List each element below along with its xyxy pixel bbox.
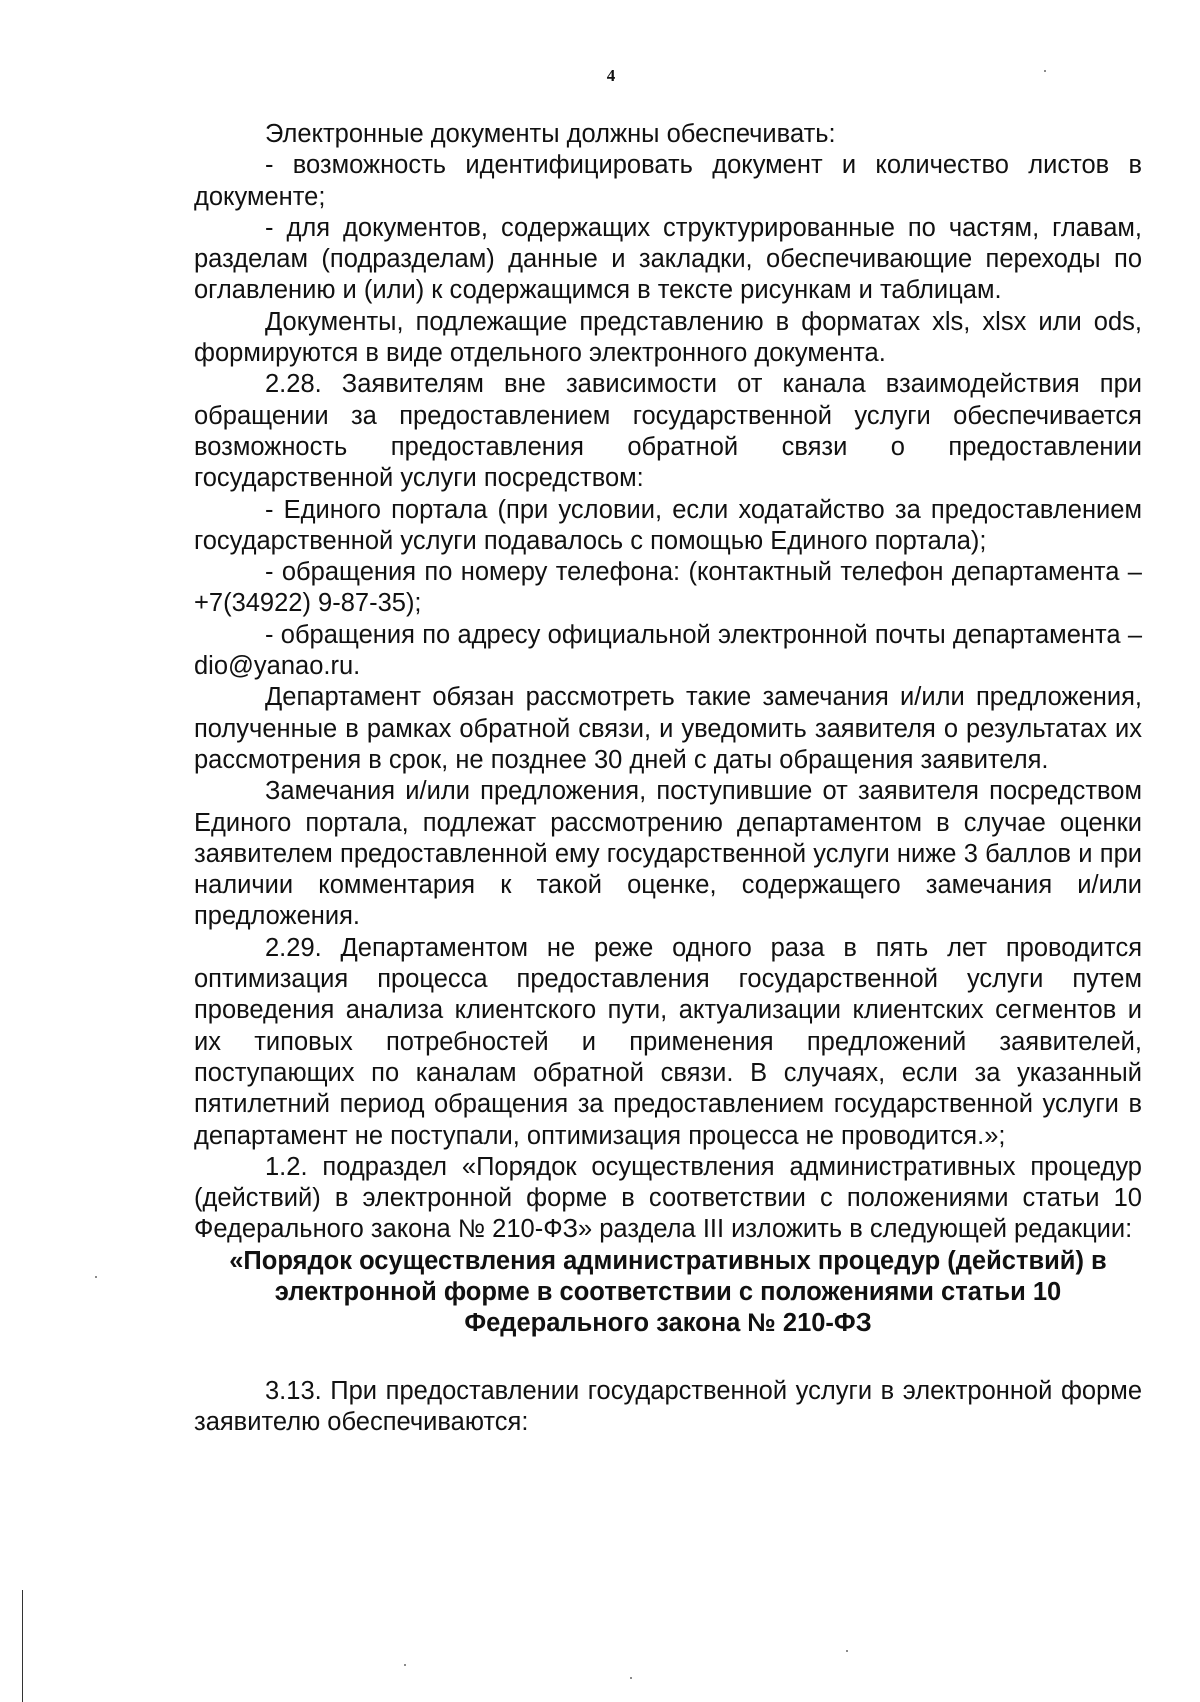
paragraph-2-29: 2.29. Департаментом не реже одного раза в пять лет проводится оптимизация процесса предоставления государственной услуги путем проведения анализа клиентского пути, актуализации клиентских сегментов и их типовых потребностей и применения предложений заявителей, поступающих по каналам обратной связи. В случаях, если за указанный пятилетний период обращения за предоставлением государственной услуги в департамент не поступали, оптимизация процесса не проводится.»; — [194, 933, 1142, 1150]
section-heading: «Порядок осуществления административных процедур (действий) в электронной форме в соответствии с положениями статьи 10 Федерального закона № 210-ФЗ — [229, 1246, 1107, 1338]
paragraph-electronic-docs-intro: Электронные документы должны обеспечивать: — [265, 120, 836, 148]
paragraph-3-13: 3.13. При предоставлении государственной услуги в электронной форме заявителю обеспечиваются: — [194, 1376, 1142, 1436]
paragraph-department-obligation: Департамент обязан рассмотреть такие замечания и/или предложения, полученные в рамках обратной связи, и уведомить заявителя о результатах их рассмотрения в срок, не позднее 30 дней с даты обращения заявителя. — [194, 683, 1142, 774]
scan-speck — [846, 1650, 848, 1652]
scan-speck — [404, 1664, 406, 1666]
paragraph-phone-contact: - обращения по номеру телефона: (контактный телефон департамента – +7(34922) 9-87-35); — [194, 558, 1142, 618]
document-body — [194, 119, 1142, 1438]
paragraph-structured-documents: - для документов, содержащих структурированные по частям, главам, разделам (подразделам) данные и закладки, обеспечивающие переходы по оглавлению и (или) к содержащимся в тексте рисункам и таблицам. — [194, 213, 1142, 305]
paragraph-2-28: 2.28. Заявителям вне зависимости от канала взаимодействия при обращении за предоставлением государственной услуги обеспечивается возможность предоставления обратной связи о предоставлении государственной услуги посредством: — [194, 370, 1142, 493]
paragraph-identify-document: - возможность идентифицировать документ и количество листов в документе; — [194, 151, 1142, 211]
page-number: 4 — [606, 66, 616, 85]
paragraph-1-2-amendment: 1.2. подраздел «Порядок осуществления административных процедур (действий) в электронной форме в соответствии с положениями статьи 10 Федерального закона № 210-ФЗ» раздела III изложить в следующей редакции: — [194, 1152, 1142, 1244]
paragraph-portal-remarks: Замечания и/или предложения, поступившие от заявителя посредством Единого портала, подлежат рассмотрению департаментом в случае оценки заявителем предоставленной ему государственной услуги ниже 3 баллов и при наличии комментария к такой оценке, содержащего замечания и/или предложения. — [194, 777, 1142, 931]
paragraph-spreadsheet-formats: Документы, подлежащие представлению в форматах xls, xlsx или ods, формируются в виде отдельного электронного документа. — [194, 307, 1142, 368]
paragraph-email-contact: - обращения по адресу официальной электронной почты департамента – dio@yanao.ru. — [194, 620, 1142, 681]
paragraph-unified-portal: - Единого портала (при условии, если ходатайство за предоставлением государственной услуги подавалось с помощью Единого портала); — [194, 495, 1142, 555]
scan-speck — [630, 1677, 632, 1679]
scan-speck — [1044, 70, 1046, 72]
scan-edge-line — [22, 1590, 23, 1702]
scan-speck — [95, 1276, 97, 1278]
